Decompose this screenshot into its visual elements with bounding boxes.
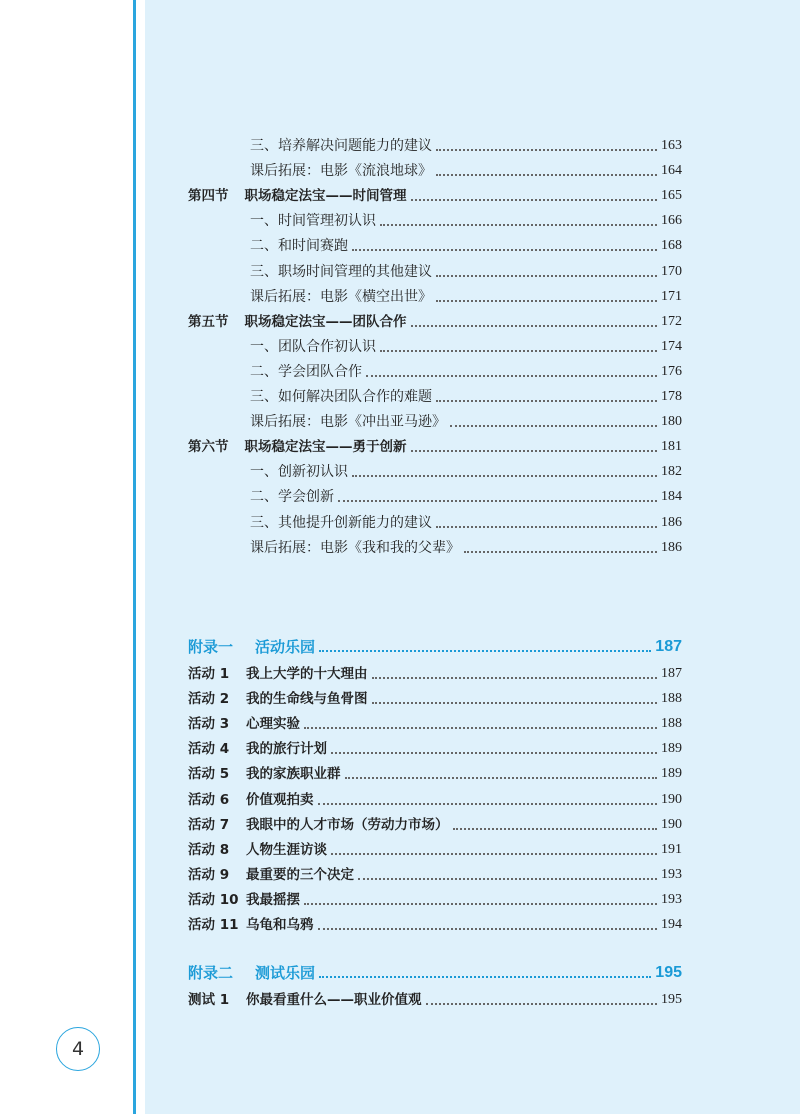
entry-title: 你最看重什么——职业价值观 bbox=[246, 992, 422, 1008]
leader-dots bbox=[319, 972, 651, 978]
activity-row[interactable] bbox=[188, 789, 682, 811]
entry-title: 最重要的三个决定 bbox=[246, 867, 354, 883]
activity-row[interactable] bbox=[188, 738, 682, 760]
entry-label: 二、学会团队合作 bbox=[250, 364, 362, 380]
leader-dots bbox=[380, 220, 657, 226]
entry-page: 174 bbox=[661, 339, 682, 354]
leader-dots bbox=[318, 799, 658, 805]
leader-dots bbox=[318, 924, 658, 930]
entry-page: 188 bbox=[661, 716, 682, 731]
appendix-heading[interactable] bbox=[188, 634, 682, 660]
entry-label: 附录二 bbox=[188, 964, 234, 982]
leader-dots bbox=[338, 496, 657, 502]
leader-dots bbox=[464, 547, 657, 553]
activity-row[interactable] bbox=[188, 814, 682, 836]
toc-subsection-row[interactable] bbox=[250, 386, 682, 408]
test-row[interactable] bbox=[188, 989, 682, 1011]
entry-label: 一、时间管理初认识 bbox=[250, 213, 376, 229]
entry-page: 190 bbox=[661, 817, 682, 832]
entry-page: 178 bbox=[661, 389, 682, 404]
entry-page: 170 bbox=[661, 264, 682, 279]
toc-subsection-row[interactable] bbox=[250, 411, 682, 433]
toc-subsection-row[interactable] bbox=[250, 261, 682, 283]
activity-row[interactable] bbox=[188, 763, 682, 785]
entry-page: 188 bbox=[661, 691, 682, 706]
entry-page: 190 bbox=[661, 792, 682, 807]
entry-label: 三、培养解决问题能力的建议 bbox=[250, 138, 432, 154]
entry-title: 我上大学的十大理由 bbox=[246, 666, 368, 682]
leader-dots bbox=[436, 522, 657, 528]
toc-subsection-row[interactable] bbox=[250, 135, 682, 157]
entry-page: 195 bbox=[655, 964, 682, 981]
toc-subsection-row[interactable] bbox=[250, 235, 682, 257]
entry-label: 三、如何解决团队合作的难题 bbox=[250, 389, 432, 405]
toc-subsection-row[interactable] bbox=[250, 512, 682, 534]
entry-label: 三、职场时间管理的其他建议 bbox=[250, 264, 432, 280]
entry-page: 165 bbox=[661, 188, 682, 203]
entry-page: 180 bbox=[661, 414, 682, 429]
entry-title: 职场稳定法宝——团队合作 bbox=[244, 314, 407, 330]
leader-dots bbox=[450, 421, 657, 427]
entry-page: 187 bbox=[661, 666, 682, 681]
entry-label: 一、创新初认识 bbox=[250, 464, 348, 480]
entry-title: 测试乐园 bbox=[255, 964, 316, 982]
entry-label: 活动 1 bbox=[188, 666, 230, 682]
activity-row[interactable] bbox=[188, 914, 682, 936]
leader-dots bbox=[372, 698, 658, 704]
toc-subsection-row[interactable] bbox=[250, 461, 682, 483]
entry-label: 第四节 bbox=[188, 188, 229, 204]
entry-label: 第六节 bbox=[188, 439, 229, 455]
leader-dots bbox=[436, 296, 657, 302]
entry-title: 我的旅行计划 bbox=[246, 741, 327, 757]
entry-title: 心理实验 bbox=[246, 716, 300, 732]
leader-dots bbox=[436, 170, 657, 176]
entry-page: 194 bbox=[661, 917, 682, 932]
activity-row[interactable] bbox=[188, 713, 682, 735]
entry-page: 166 bbox=[661, 213, 682, 228]
entry-label: 附录一 bbox=[188, 638, 234, 656]
entry-label: 活动 2 bbox=[188, 691, 230, 707]
leader-dots bbox=[411, 195, 658, 201]
entry-page: 189 bbox=[661, 766, 682, 781]
entry-page: 176 bbox=[661, 364, 682, 379]
activity-row[interactable] bbox=[188, 889, 682, 911]
leader-dots bbox=[352, 471, 657, 477]
leader-dots bbox=[436, 271, 657, 277]
entry-label: 活动 3 bbox=[188, 716, 230, 732]
toc-section-row[interactable] bbox=[188, 185, 682, 207]
toc-section-row[interactable] bbox=[188, 436, 682, 458]
entry-page: 182 bbox=[661, 464, 682, 479]
activity-row[interactable] bbox=[188, 839, 682, 861]
entry-page: 164 bbox=[661, 163, 682, 178]
entry-label: 活动 9 bbox=[188, 867, 230, 883]
leader-dots bbox=[358, 874, 657, 880]
entry-page: 181 bbox=[661, 439, 682, 454]
leader-dots bbox=[411, 321, 658, 327]
entry-label: 活动 10 bbox=[188, 892, 239, 908]
entry-title: 我最摇摆 bbox=[246, 892, 300, 908]
leader-dots bbox=[366, 371, 657, 377]
toc-section-row[interactable] bbox=[188, 311, 682, 333]
entry-label: 课后拓展：电影《流浪地球》 bbox=[250, 163, 432, 179]
entry-page: 187 bbox=[655, 638, 682, 655]
leader-dots bbox=[331, 748, 657, 754]
leader-dots bbox=[453, 824, 658, 830]
entry-page: 186 bbox=[661, 515, 682, 530]
entry-label: 测试 1 bbox=[188, 992, 230, 1008]
entry-title: 价值观拍卖 bbox=[246, 792, 314, 808]
entry-page: 193 bbox=[661, 867, 682, 882]
entry-page: 172 bbox=[661, 314, 682, 329]
toc-subsection-row[interactable] bbox=[250, 361, 682, 383]
entry-label: 第五节 bbox=[188, 314, 229, 330]
entry-label: 活动 11 bbox=[188, 917, 239, 933]
leader-dots bbox=[426, 999, 658, 1005]
entry-title: 职场稳定法宝——勇于创新 bbox=[244, 439, 407, 455]
entry-page: 184 bbox=[661, 489, 682, 504]
page-number: 4 bbox=[56, 1027, 100, 1071]
entry-title: 活动乐园 bbox=[255, 638, 316, 656]
toc-subsection-row[interactable] bbox=[250, 486, 682, 508]
entry-page: 189 bbox=[661, 741, 682, 756]
entry-page: 168 bbox=[661, 238, 682, 253]
entry-page: 191 bbox=[661, 842, 682, 857]
entry-title: 乌龟和乌鸦 bbox=[246, 917, 314, 933]
toc-subsection-row[interactable] bbox=[250, 210, 682, 232]
entry-label: 活动 5 bbox=[188, 766, 230, 782]
entry-label: 三、其他提升创新能力的建议 bbox=[250, 515, 432, 531]
entry-label: 一、团队合作初认识 bbox=[250, 339, 376, 355]
entry-label: 二、学会创新 bbox=[250, 489, 334, 505]
entry-label: 活动 6 bbox=[188, 792, 230, 808]
entry-label: 课后拓展：电影《横空出世》 bbox=[250, 289, 432, 305]
toc-subsection-row[interactable] bbox=[250, 336, 682, 358]
activity-row[interactable] bbox=[188, 688, 682, 710]
leader-dots bbox=[436, 396, 657, 402]
entry-title: 我眼中的人才市场（劳动力市场） bbox=[246, 817, 449, 833]
leader-dots bbox=[352, 245, 657, 251]
entry-page: 171 bbox=[661, 289, 682, 304]
entry-label: 活动 8 bbox=[188, 842, 230, 858]
entry-title: 人物生涯访谈 bbox=[246, 842, 327, 858]
entry-title: 我的生命线与鱼骨图 bbox=[246, 691, 368, 707]
activity-row[interactable] bbox=[188, 663, 682, 685]
leader-dots bbox=[345, 773, 658, 779]
entry-page: 193 bbox=[661, 892, 682, 907]
entry-label: 课后拓展：电影《我和我的父辈》 bbox=[250, 540, 460, 556]
leader-dots bbox=[436, 145, 657, 151]
leader-dots bbox=[380, 346, 657, 352]
leader-dots bbox=[319, 646, 651, 652]
entry-title: 职场稳定法宝——时间管理 bbox=[244, 188, 407, 204]
leader-dots bbox=[411, 446, 658, 452]
activity-row[interactable] bbox=[188, 864, 682, 886]
entry-title: 我的家族职业群 bbox=[246, 766, 341, 782]
leader-dots bbox=[372, 673, 658, 679]
entry-page: 163 bbox=[661, 138, 682, 153]
leader-dots bbox=[304, 723, 657, 729]
entry-label: 二、和时间赛跑 bbox=[250, 238, 348, 254]
margin-rule bbox=[133, 0, 136, 1114]
appendix-heading[interactable] bbox=[188, 960, 682, 986]
entry-label: 活动 7 bbox=[188, 817, 230, 833]
entry-page: 186 bbox=[661, 540, 682, 555]
entry-label: 活动 4 bbox=[188, 741, 230, 757]
toc-subsection-row[interactable] bbox=[250, 286, 682, 308]
entry-label: 课后拓展：电影《冲出亚马逊》 bbox=[250, 414, 446, 430]
toc-subsection-row[interactable] bbox=[250, 160, 682, 182]
entry-page: 195 bbox=[661, 992, 682, 1007]
leader-dots bbox=[304, 899, 657, 905]
toc-subsection-row[interactable] bbox=[250, 537, 682, 559]
leader-dots bbox=[331, 849, 657, 855]
